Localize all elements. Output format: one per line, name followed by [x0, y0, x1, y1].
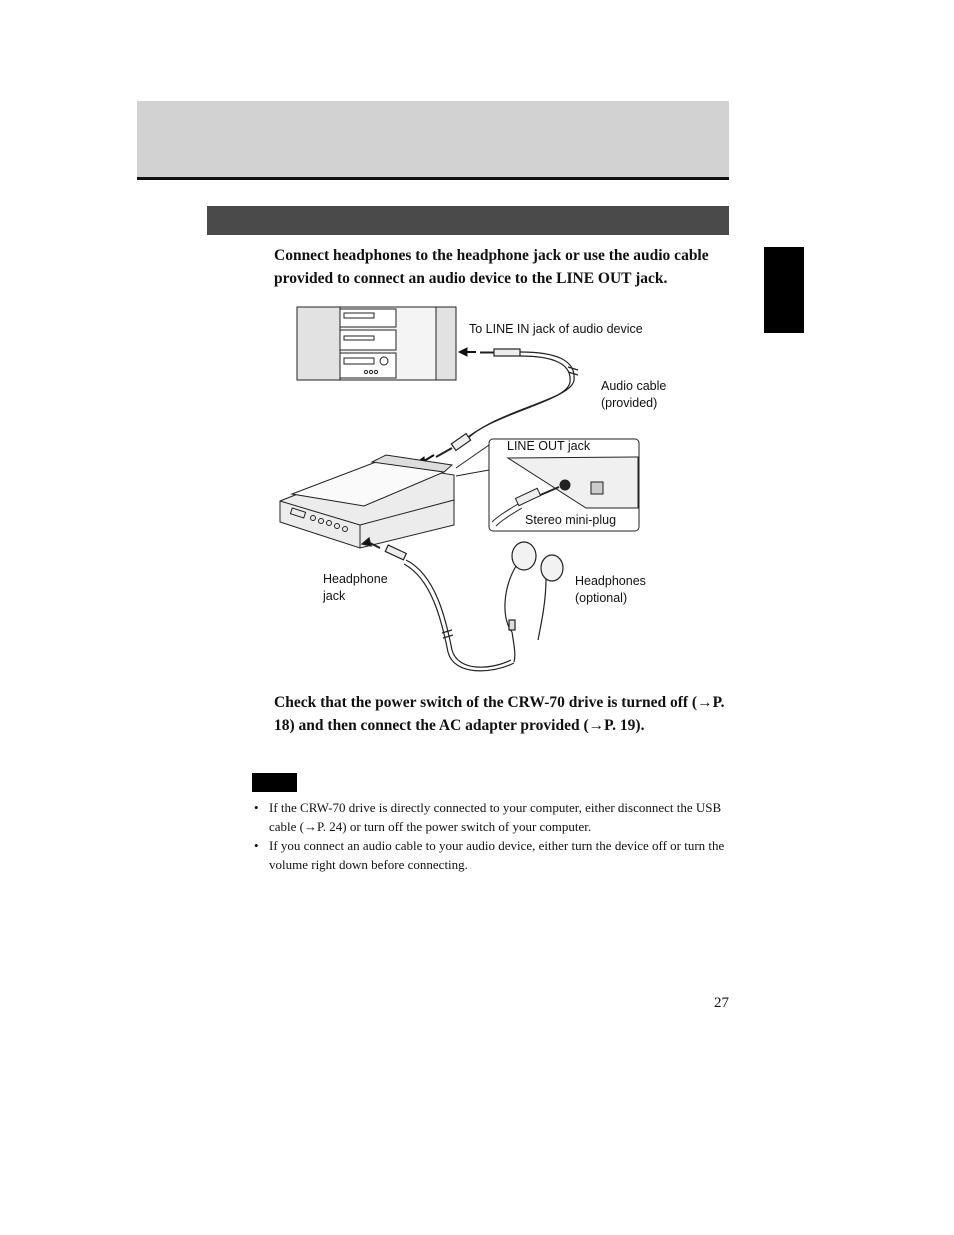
headphones-label — [575, 573, 646, 607]
connection-illustration — [276, 300, 666, 680]
step-2-instruction: Check that the power switch of the CRW-70 drive is turned off (→P. 18) and then connect the AC adapter provided (→P. 19). — [274, 694, 725, 734]
section-title-bar — [207, 206, 729, 235]
audio-cable-label-line2: (provided) — [601, 396, 658, 410]
line-out-label: LINE OUT jack — [507, 439, 591, 453]
note-text: If the CRW-70 drive is directly connected to your computer, either disconnect the USB cable (→P. 24) or turn off the power switch of your computer. — [269, 800, 722, 834]
headphones-label-line1: Headphones — [575, 574, 646, 588]
note-text: If you connect an audio cable to your audio device, either turn the device off or turn the volume right down before connecting. — [269, 838, 725, 872]
line-in-label: To LINE IN jack of audio device — [469, 322, 643, 336]
note-item — [252, 836, 732, 874]
header-rule — [137, 177, 729, 180]
note-item — [252, 798, 732, 836]
headphone-jack-label-line1: Headphone — [323, 572, 388, 586]
crw70-drive-illustration — [280, 455, 454, 548]
headphones-illustration — [505, 542, 563, 662]
chapter-side-tab — [764, 247, 804, 333]
step-1-instruction: Connect headphones to the headphone jack or use the audio cable provided to connect an audio device to the LINE OUT jack. — [274, 247, 709, 287]
note-badge — [252, 773, 297, 792]
stereo-plug-label: Stereo mini-plug — [525, 513, 617, 527]
headphone-jack-label — [323, 571, 388, 605]
audio-cable-label-line1: Audio cable — [601, 379, 667, 393]
headphones-label-line2: (optional) — [575, 591, 628, 605]
bullet-icon: • — [254, 838, 259, 853]
bullet-icon: • — [254, 800, 259, 815]
chapter-header-band — [137, 101, 729, 177]
arrow-to-line-in — [459, 348, 476, 356]
headphone-jack-label-line2: jack — [323, 589, 346, 603]
page-number: 27 — [714, 995, 729, 1011]
notes-list — [252, 798, 732, 874]
stereo-system-illustration — [297, 307, 456, 380]
connection-diagram — [276, 300, 666, 680]
audio-cable-label — [601, 378, 666, 412]
